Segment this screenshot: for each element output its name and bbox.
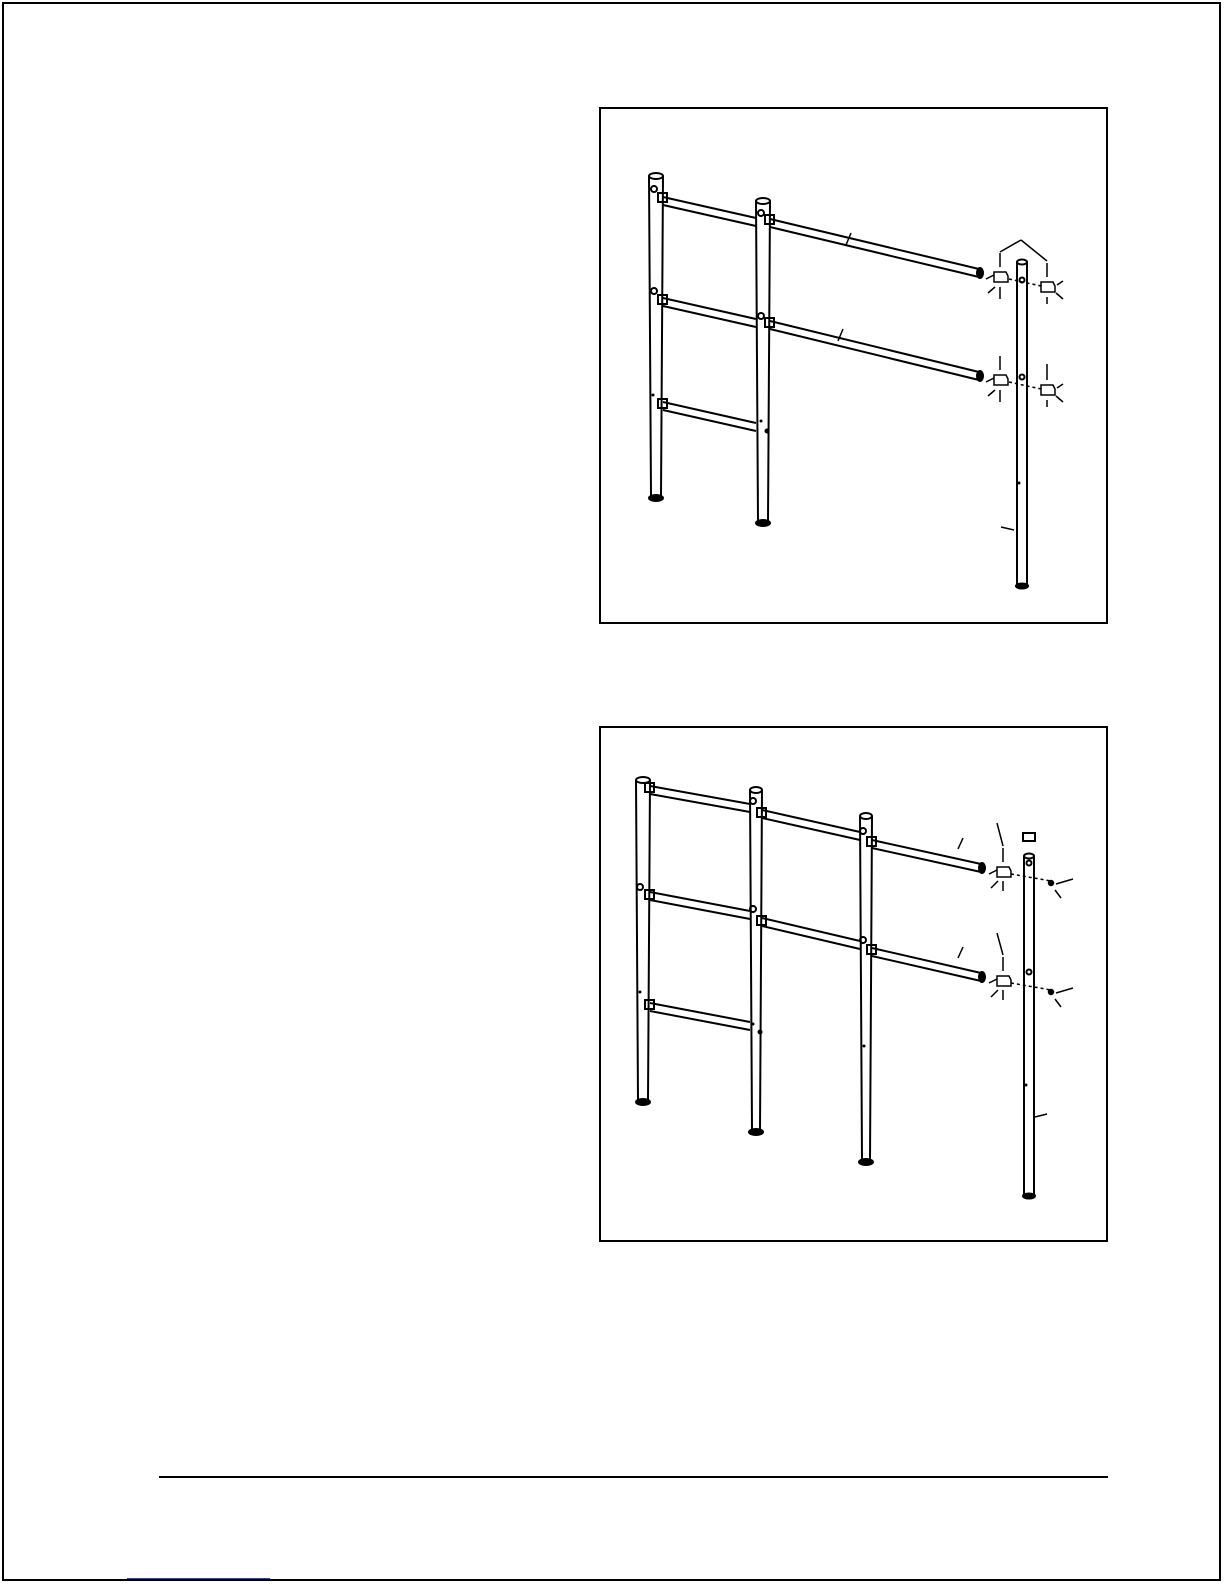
assembly-figure-1: [599, 107, 1108, 624]
frame-assembly-diagram-1: [601, 109, 1106, 622]
post-b: [756, 198, 770, 526]
frame-assembly-diagram-2: [601, 728, 1106, 1240]
footer-link-underline[interactable]: [127, 1578, 270, 1579]
post-c: [1016, 260, 1028, 589]
footer-rule: [159, 1476, 1108, 1478]
assembly-figure-2: [599, 726, 1108, 1242]
post-a: [649, 173, 663, 501]
